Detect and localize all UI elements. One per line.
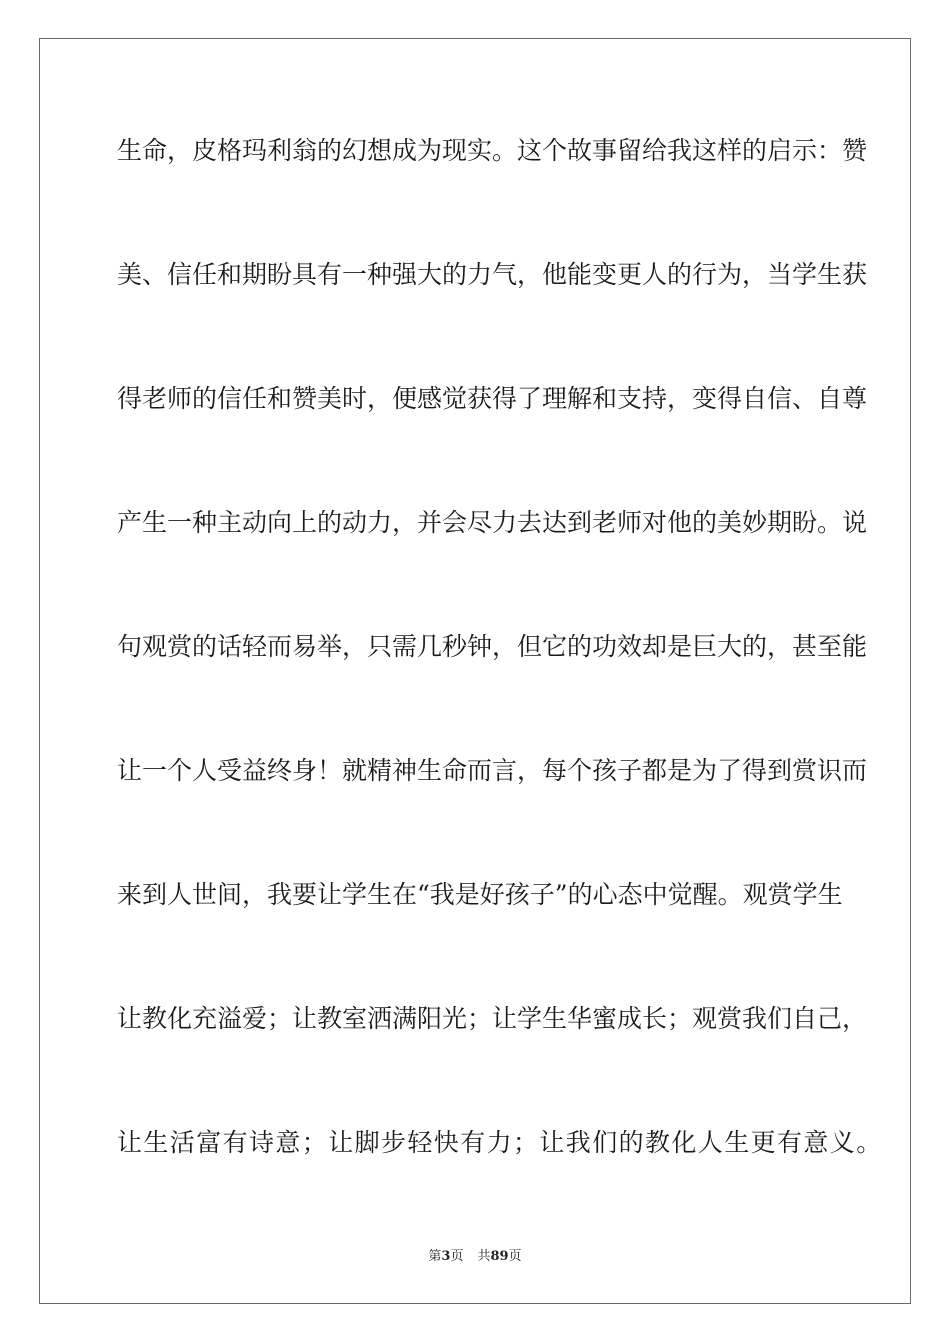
total-prefix: 共	[477, 1249, 491, 1264]
text-line: 来到人世间，我要让学生在“我是好孩子”的心态中觉醒。观赏学生	[117, 880, 843, 909]
total-label	[477, 1249, 521, 1264]
total-pages: 89	[490, 1249, 509, 1264]
text-line: 让生活富有诗意；让脚步轻快有力；让我们的教化人生更有意义。	[117, 1128, 883, 1157]
page-prefix: 第	[428, 1249, 442, 1264]
page-footer	[0, 1248, 950, 1266]
text-line: 美、信任和期盼具有一种强大的力气，他能变更人的行为，当学生获	[117, 260, 868, 289]
text-line: 产生一种主动向上的动力，并会尽力去达到老师对他的美妙期盼。说	[117, 508, 868, 537]
text-line: 句观赏的话轻而易举，只需几秒钟，但它的功效却是巨大的，甚至能	[117, 632, 868, 661]
text-line: 让一个人受益终身！就精神生命而言，每个孩子都是为了得到赏识而	[117, 756, 868, 785]
text-line: 生命，皮格玛利翁的幻想成为现实。这个故事留给我这样的启示：赞	[117, 136, 868, 165]
page-suffix: 页	[450, 1249, 464, 1264]
page-label	[428, 1249, 463, 1264]
page-number: 3	[441, 1249, 451, 1264]
text-line: 让教化充溢爱；让教室洒满阳光；让学生华蜜成长；观赏我们自己，	[117, 1004, 868, 1033]
total-suffix: 页	[508, 1249, 522, 1264]
page-border	[39, 38, 911, 1304]
text-line: 得老师的信任和赞美时，便感觉获得了理解和支持，变得自信、自尊	[117, 384, 868, 413]
